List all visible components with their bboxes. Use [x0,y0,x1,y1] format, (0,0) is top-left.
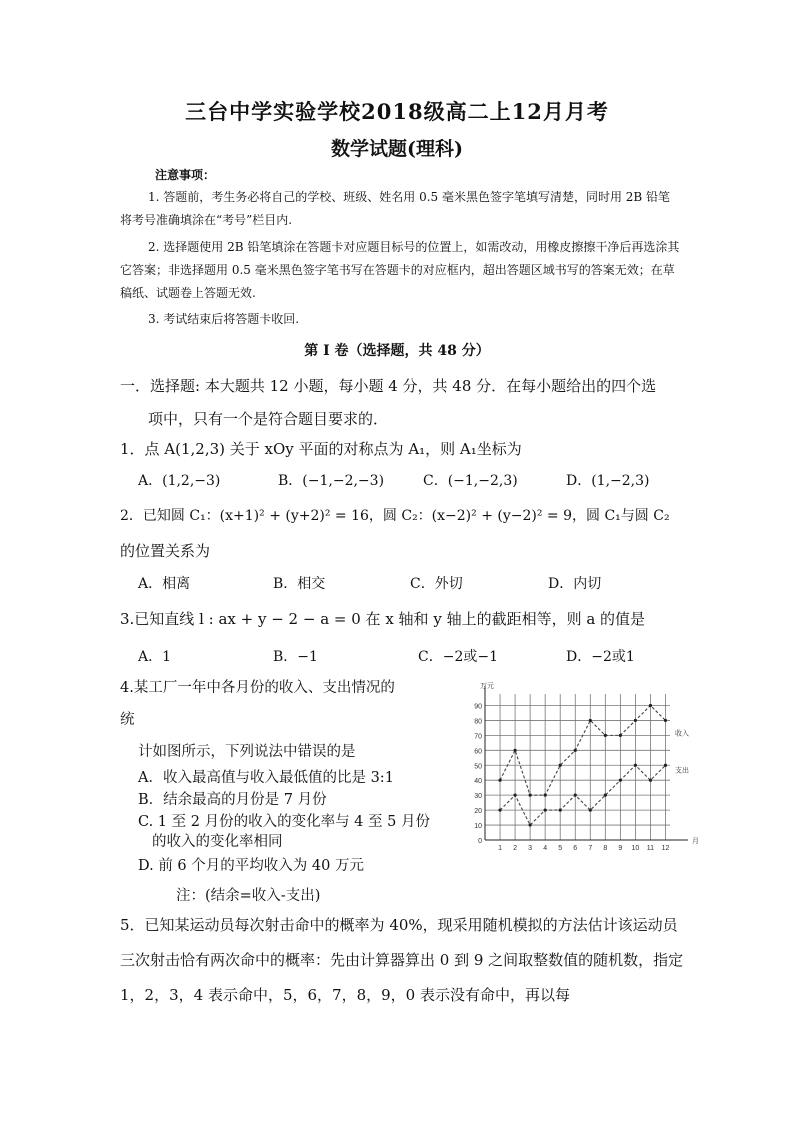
q3-option-d: D．−2或1 [566,649,635,665]
question-3-stem: 3.已知直线 l : ax + y − 2 − a = 0 在 x 轴和 y 轴上的截距相等，则 a 的值是 [120,610,646,628]
data-point [559,809,562,812]
q1-option-b: B．(−1,−2,−3) [278,473,385,489]
x-tick-label: 9 [618,845,623,852]
q4-option-a: A．收入最高值与收入最低值的比是 3:1 [138,770,394,786]
data-point [649,704,652,707]
q3-option-a: A．1 [138,649,172,665]
q4-note: 注：(结余=收入-支出) [176,888,321,904]
q2-option-a: A．相离 [138,576,191,592]
part-instructions [120,370,680,436]
y-tick-label: 30 [474,793,482,801]
q4-option-d: D. 前 6 个月的平均收入为 40 万元 [138,858,364,874]
y-tick-label: 60 [474,748,482,756]
y-tick-label: 20 [474,808,482,816]
q4-line-3: 计如图所示，下列说法中错误的是 [138,744,356,760]
q4-option-b: B．结余最高的月份是 7 月份 [138,792,327,808]
question-2-stem-2: 的位置关系为 [120,542,211,560]
x-tick-label: 10 [631,845,640,852]
x-tick-label: 11 [646,845,655,852]
y-tick-label: 80 [474,718,482,726]
q1-option-c: C．(−1,−2,3) [423,473,518,489]
data-point [634,764,637,767]
x-tick-label: 7 [588,845,593,852]
data-point [604,794,607,797]
data-point [544,794,547,797]
data-point [604,734,607,737]
part-line-2: 项中，只有一个是符合题目要求的． [148,410,389,428]
x-tick-label: 8 [603,845,608,852]
notice-item-3: 3. 考试结束后将答题卡收回. [148,312,300,326]
data-point [664,764,667,767]
x-tick-label: 3 [528,845,533,852]
x-tick-label: 12 [661,845,670,852]
data-point [589,719,592,722]
q1-option-a: A．(1,2,−3) [138,473,221,489]
y-tick-label: 40 [474,778,482,786]
y-tick-label: 70 [474,733,482,741]
x-tick-label: 4 [543,845,548,852]
x-tick-label: 6 [573,845,578,852]
q4-line-1: 4.某工厂一年中各月份的收入、支出情况的 [120,680,395,696]
data-point [619,734,622,737]
part-line-1: 一．选择题: 本大题共 12 小题，每小题 4 分，共 48 分．在每小题给出的四个选 [120,377,657,395]
data-point [574,794,577,797]
data-point [664,719,667,722]
data-point [649,779,652,782]
x-tick-label: 2 [513,845,518,852]
q4-option-c-1: C. 1 至 2 月份的收入的变化率与 4 至 5 月份 [138,814,430,830]
data-point [559,764,562,767]
data-point [574,749,577,752]
income-expense-chart [460,680,710,855]
y-tick-label: 50 [474,763,482,771]
y-tick-label: 90 [474,703,482,711]
q3-option-c: C．−2或−1 [418,649,498,665]
data-point [589,809,592,812]
data-point [529,794,532,797]
q4-option-c-2: 的收入的变化率相同 [152,834,283,850]
x-tick-label: 1 [498,845,502,852]
legend-label: 支出 [675,766,689,775]
data-point [513,749,516,752]
data-point [544,809,547,812]
q1-option-d: D．(1,−2,3) [566,473,650,489]
y-axis-label: 万元 [480,682,494,690]
x-axis-label: 月 [692,837,699,845]
y-tick-label: 10 [474,823,482,831]
data-point [513,794,516,797]
q2-option-c: C．外切 [410,576,463,592]
data-point [529,823,532,826]
data-point [498,779,501,782]
question-1-stem: 1．点 A(1,2,3) 关于 xOy 平面的对称点为 A₁，则 A₁坐标为 [120,440,522,458]
data-point [498,809,501,812]
exam-title: 三台中学实验学校2018级高二上12月月考 [185,99,609,124]
y-tick-label: 0 [478,838,482,845]
x-tick-label: 5 [558,845,563,852]
notice-item-1: 1. 答题前，考生务必将自己的学校、班级、姓名用 0.5 毫米黑色签字笔填写清楚，同时用 2B 铅笔将考号准确填涂在“考号”栏目内. [120,190,671,227]
exam-subtitle: 数学试题(理科) [331,138,463,160]
legend-label: 收入 [675,729,689,738]
section-title: 第 I 卷（选择题，共 48 分） [304,343,490,359]
q4-line-2: 统 [120,712,135,728]
q2-option-b: B．相交 [273,576,326,592]
question-2-stem: 2．已知圆 C₁：(x+1)² + (y+2)² = 16，圆 C₂：(x−2)² + (y−2)² = 9，圆 C₁与圆 C₂ [120,508,670,524]
q2-option-d: D．内切 [548,576,602,592]
data-point [619,779,622,782]
question-5: 5．已知某运动员每次射击命中的概率为 40%，现采用随机模拟的方法估计该运动员三次射击恰有两次命中的概率：先由计算器算出 0 到 9 之间取整数值的随机数，指定 1，2，3，4 表示命中，5，6，7，8，9，0 表示没有命中，再以每 [120,916,684,1004]
q3-option-b: B．−1 [273,649,318,665]
notice-item-2: 2. 选择题使用 2B 铅笔填涂在答题卡对应题目标号的位置上，如需改动，用橡皮擦擦干净后再选涂其它答案；非选择题用 0.5 毫米黑色签字笔书写在答题卡的对应框内，超出答题区域书写的答案无效；在草稿纸、试题卷上答题无效. [120,240,680,300]
data-point [634,719,637,722]
notice-heading: 注意事项： [155,168,216,182]
